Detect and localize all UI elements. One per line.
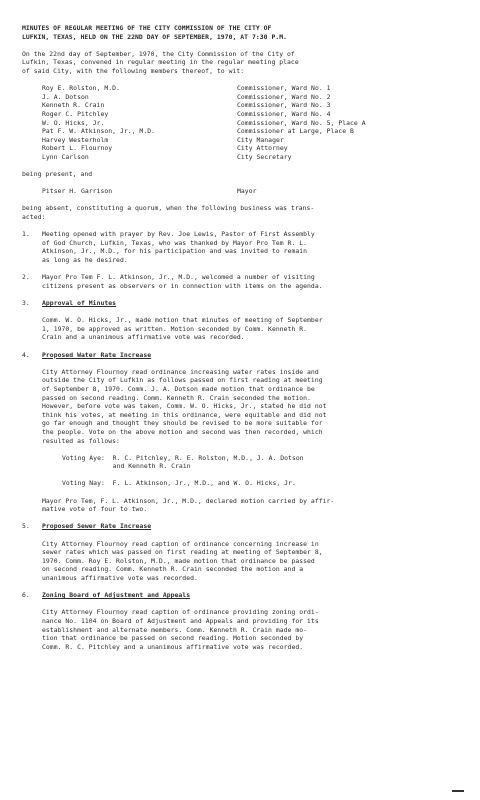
absent-label: being present, and	[22, 170, 93, 179]
intro-line: Lufkin, Texas, convened in regular meeting in the regular meeting place	[22, 58, 299, 67]
item-text-line: Crain and a unanimous affirmative vote was recorded.	[42, 333, 245, 342]
member-name: Lynn Carlson	[42, 152, 89, 161]
item-text-line: of September 8, 1970. Comm. J. A. Dotson made motion that ordinance be	[42, 384, 315, 393]
vote-line	[62, 488, 464, 497]
member-row	[42, 127, 464, 136]
intro-line: of said City, with the following members thereof, to wit:	[22, 66, 245, 75]
vote-line: and Kenneth R. Crain	[62, 462, 191, 471]
item-number: 4.	[22, 350, 30, 359]
item-body	[42, 299, 464, 342]
item-text-line: as long as he desired.	[42, 256, 128, 265]
item-text-line: think his votes, at meeting in this ordinance, were equitable and did not	[42, 410, 327, 419]
member-row	[42, 84, 464, 93]
item-text-line: City Attorney Flournoy read caption of ordinance concerning increase in	[42, 539, 319, 548]
member-row	[42, 110, 464, 119]
item-number: 2.	[22, 273, 30, 282]
item-body	[42, 351, 464, 514]
member-row	[42, 119, 464, 128]
member-row	[42, 93, 464, 102]
member-title: Commissioner, Ward No. 2	[237, 92, 331, 101]
item-text-line: resulted as follows:	[42, 436, 120, 445]
item-text-line: on second reading. Comm. Kenneth R. Crain seconded the motion and a	[42, 565, 304, 574]
quorum-line: acted:	[22, 213, 46, 222]
item-text-line: Comm. R. C. Pitchley and a unanimous affirmative vote was recorded.	[42, 642, 304, 651]
member-list	[42, 84, 464, 161]
item-text-line: citizens present as observers or in connection with items on the agenda.	[42, 281, 323, 290]
item-text-line: 1, 1970, be approved as written. Motion seconded by Comm. Kenneth R.	[42, 324, 308, 333]
member-name: Kenneth R. Crain	[42, 101, 105, 110]
item-text-line: However, before vote was taken, Comm. W. O. Hicks, Jr., stated he did not	[42, 402, 327, 411]
member-name: Robert L. Flournoy	[42, 144, 113, 153]
item-text-line: 1970. Comm. Roy E. Rolston, M.D., made motion that ordinance be passed	[42, 556, 315, 565]
vote-line: Voting Nay: F. L. Atkinson, Jr., M.D., and W. O. Hicks, Jr.	[62, 479, 296, 488]
page-mark	[452, 790, 464, 792]
item-title: Proposed Sewer Rate Increase	[42, 522, 152, 531]
member-title: Commissioner, Ward No. 4	[237, 109, 331, 118]
member-name: J. A. Dotson	[42, 92, 89, 101]
item-text-line: mative vote of four to two.	[42, 505, 148, 514]
member-title: Commissioner at Large, Place B	[237, 127, 354, 136]
member-name: Pat F. W. Atkinson, Jr., M.D.	[42, 127, 156, 136]
member-name: Roger C. Pitchley	[42, 109, 109, 118]
item-number: 1.	[22, 230, 30, 239]
item-text-line: establishment and alternate members. Comm. Kenneth R. Crain made mo-	[42, 625, 308, 634]
heading-line-1: MINUTES OF REGULAR MEETING OF THE CITY COMMISSION OF THE CITY OF	[22, 24, 272, 32]
item-text-line: nance No. 1104 on Board of Adjustment and Appeals and providing for its	[42, 616, 319, 625]
item-text-line: of God Church, Lufkin, Texas, who was thanked by Mayor Pro Tem R. L.	[42, 238, 308, 247]
quorum-line: being absent, constituting a quorum, when the following business was trans-	[22, 204, 315, 213]
document-heading	[22, 24, 464, 41]
member-title: Commissioner, Ward No. 1	[237, 84, 331, 93]
item-text-line: Comm. W. O. Hicks, Jr., made motion that minutes of meeting of September	[42, 316, 323, 325]
item-text-line: passed on second reading. Comm. Kenneth R. Crain seconded the motion.	[42, 393, 311, 402]
item-text-line: City Attorney Flournoy read ordinance increasing water rates inside and	[42, 367, 319, 376]
absent-member-name: Pitser H. Garrison	[42, 187, 113, 196]
item-number: 6.	[22, 591, 30, 600]
item-title: Zoning Board of Adjustment and Appeals	[42, 591, 191, 600]
quorum-paragraph	[22, 204, 464, 221]
item-body	[42, 273, 464, 290]
member-title: City Manager	[237, 135, 284, 144]
member-row	[42, 153, 464, 162]
member-title: Commissioner, Ward No. 3	[237, 101, 331, 110]
agenda-item	[22, 230, 464, 264]
minutes-document	[22, 24, 464, 660]
agenda-item	[22, 351, 464, 514]
member-title: Commissioner, Ward No. 5, Place A	[237, 118, 366, 127]
item-text-line: Atkinson, Jr., M.D., for his participation and was invited to remain	[42, 247, 308, 256]
item-text-line: tion that ordinance be passed on second reading. Motion seconded by	[42, 634, 304, 643]
item-text-line: unanimous affirmative vote was recorded.	[42, 574, 198, 582]
member-title: City Secretary	[237, 152, 292, 161]
heading-line-2: LUFKIN, TEXAS, HELD ON THE 22ND DAY OF SEPTEMBER, 1970, AT 7:30 P.M.	[22, 32, 288, 41]
vote-line: Voting Aye: R. C. Pitchley, R. E. Rolston, M.D., J. A. Dotson	[62, 453, 304, 462]
member-name: W. O. Hicks, Jr.	[42, 118, 105, 127]
item-title: Proposed Water Rate Increase	[42, 350, 152, 359]
member-name: Roy E. Rolston, M.D.	[42, 84, 120, 93]
item-text-line: go far enough and thought they should be revised to be more suitable for	[42, 419, 323, 428]
member-name: Harvey Westerholm	[42, 135, 109, 144]
intro-paragraph	[22, 50, 464, 76]
agenda-items	[22, 230, 464, 660]
item-text-line: Mayor Pro Tem, F. L. Atkinson, Jr., M.D., declared motion carried by affir-	[42, 496, 335, 505]
agenda-item	[22, 299, 464, 342]
item-text-line: Mayor Pro Tem F. L. Atkinson, Jr., M.D., welcomed a number of visiting	[42, 273, 315, 282]
vote-line	[62, 471, 464, 480]
intro-line: On the 22nd day of September, 1970, the City Commission of the City of	[22, 49, 295, 58]
agenda-item	[22, 273, 464, 290]
absent-member-title: Mayor	[237, 187, 257, 196]
item-title: Approval of Minutes	[42, 299, 117, 307]
member-title: City Attorney	[237, 144, 288, 153]
item-text-line: Meeting opened with prayer by Rev. Joe Lewis, Pastor of First Assembly	[42, 230, 315, 239]
item-number: 5.	[22, 522, 30, 531]
item-body	[42, 522, 464, 582]
item-text-line: the people. Vote on the above motion and second was then recorded, which	[42, 427, 323, 436]
agenda-item	[22, 591, 464, 651]
item-body	[42, 230, 464, 264]
absent-member	[42, 187, 464, 196]
item-number: 3.	[22, 299, 30, 307]
agenda-item	[22, 522, 464, 582]
item-text-line: City Attorney Flournoy read caption of ordinance providing zoning ordi-	[42, 608, 319, 617]
member-row	[42, 144, 464, 153]
item-text-line: sewer rates which was passed on first reading at meeting of September 8,	[42, 548, 323, 557]
member-row	[42, 136, 464, 145]
item-text-line: outside the City of Lufkin as follows passed on first reading at meeting	[42, 376, 323, 385]
item-body	[42, 591, 464, 651]
member-row	[42, 101, 464, 110]
